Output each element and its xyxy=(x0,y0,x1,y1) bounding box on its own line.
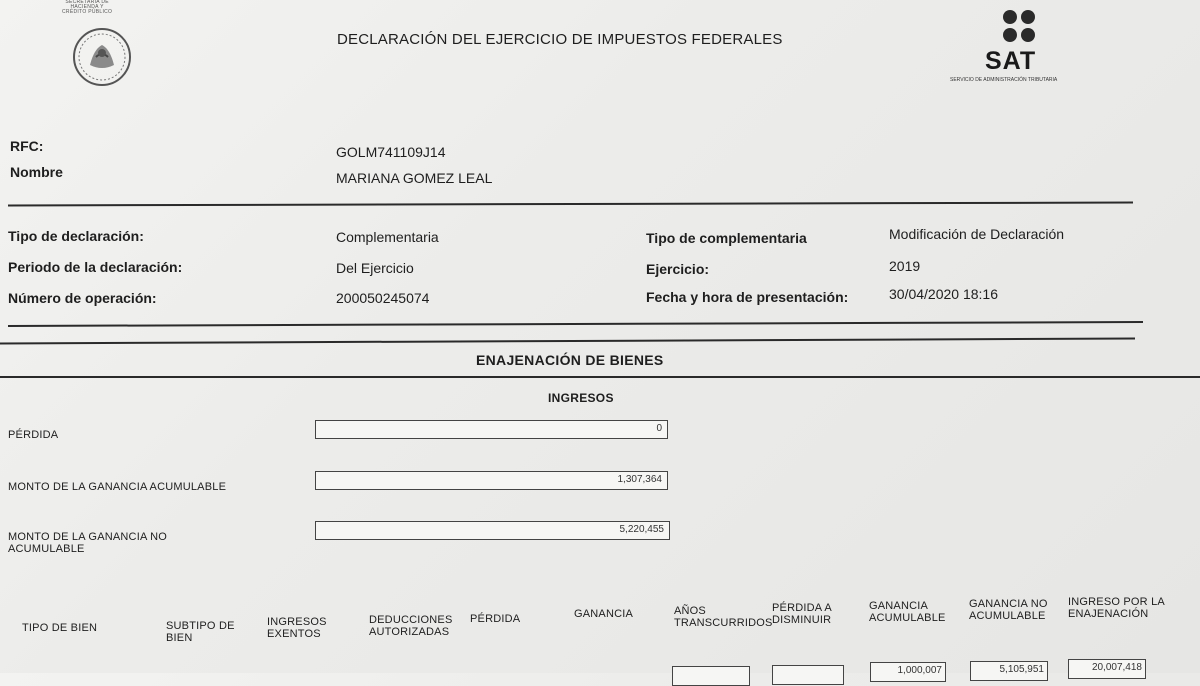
name-label: Nombre xyxy=(10,164,63,180)
numero-operacion-value: 200050245074 xyxy=(336,290,430,306)
agency-line-2: HACIENDA Y xyxy=(70,4,104,10)
numero-operacion-label: Número de operación: xyxy=(8,290,157,306)
ganancia-no-acumulable-label: MONTO DE LA GANANCIA NO ACUMULABLE xyxy=(8,531,168,555)
ingresos-subtitle: INGRESOS xyxy=(548,391,614,405)
table-cell: 5,105,951 xyxy=(970,661,1048,681)
divider xyxy=(0,338,1135,345)
perdida-field: 0 xyxy=(315,420,668,439)
table-header-deducciones: DEDUCCIONES AUTORIZADAS xyxy=(369,614,453,638)
tipo-complementaria-value: Modificación de Declaración xyxy=(889,226,1065,242)
table-header-perdida-disminuir: PÉRDIDA A DISMINUIR xyxy=(772,602,832,626)
tipo-declaracion-label: Tipo de declaración: xyxy=(8,228,144,244)
ganancia-no-acumulable-field: 5,220,455 xyxy=(315,521,670,540)
divider xyxy=(8,321,1143,327)
table-header-subtipo-bien: SUBTIPO DE BIEN xyxy=(166,620,235,644)
section-title: ENAJENACIÓN DE BIENES xyxy=(476,352,664,368)
name-value: MARIANA GOMEZ LEAL xyxy=(336,170,493,186)
mexico-seal-icon xyxy=(72,27,132,87)
table-cell: 1,000,007 xyxy=(870,662,946,682)
page-title: DECLARACIÓN DEL EJERCICIO DE IMPUESTOS FEDERALES xyxy=(337,31,783,48)
perdida-label: PÉRDIDA xyxy=(8,429,59,441)
table-header-anos-transcurridos: AÑOS TRANSCURRIDOS xyxy=(674,605,773,629)
periodo-value: Del Ejercicio xyxy=(336,260,414,276)
ejercicio-value: 2019 xyxy=(889,258,921,274)
table-header-ingreso-enajenacion: INGRESO POR LA ENAJENACIÓN xyxy=(1068,596,1165,620)
table-cell: 20,007,418 xyxy=(1068,659,1146,679)
sat-subtext: SERVICIO DE ADMINISTRACIÓN TRIBUTARIA xyxy=(950,77,1058,83)
table-header-tipo-bien: TIPO DE BIEN xyxy=(22,622,98,634)
ganancia-acumulable-label: MONTO DE LA GANANCIA ACUMULABLE xyxy=(8,481,227,493)
divider xyxy=(0,376,1200,378)
fecha-presentacion-value: 30/04/2020 18:16 xyxy=(889,286,998,302)
table-header-ingresos-exentos: INGRESOS EXENTOS xyxy=(267,616,327,640)
table-cell xyxy=(672,666,750,686)
rfc-label: RFC: xyxy=(10,138,44,154)
sat-logo xyxy=(948,5,1108,90)
ganancia-acumulable-field: 1,307,364 xyxy=(315,471,668,490)
table-cell xyxy=(772,665,844,685)
divider xyxy=(8,202,1133,207)
table-header-perdida: PÉRDIDA xyxy=(470,613,521,625)
agency-line-3: CRÉDITO PÚBLICO xyxy=(62,9,113,15)
agency-line-1: SECRETARÍA DE xyxy=(65,0,109,5)
ejercicio-label: Ejercicio: xyxy=(646,261,710,277)
fecha-presentacion-label: Fecha y hora de presentación: xyxy=(646,289,849,305)
rfc-value: GOLM741109J14 xyxy=(336,144,446,160)
periodo-label: Periodo de la declaración: xyxy=(8,259,183,275)
table-header-ganancia: GANANCIA xyxy=(574,608,634,620)
government-agency-text xyxy=(62,0,112,15)
tipo-declaracion-value: Complementaria xyxy=(336,229,439,245)
sat-logo-text: SAT xyxy=(985,47,1037,75)
table-header-ganancia-no-acumulable: GANANCIA NO ACUMULABLE xyxy=(969,598,1048,622)
table-header-ganancia-acumulable: GANANCIA ACUMULABLE xyxy=(869,600,946,624)
tipo-complementaria-label: Tipo de complementaria xyxy=(646,230,807,246)
